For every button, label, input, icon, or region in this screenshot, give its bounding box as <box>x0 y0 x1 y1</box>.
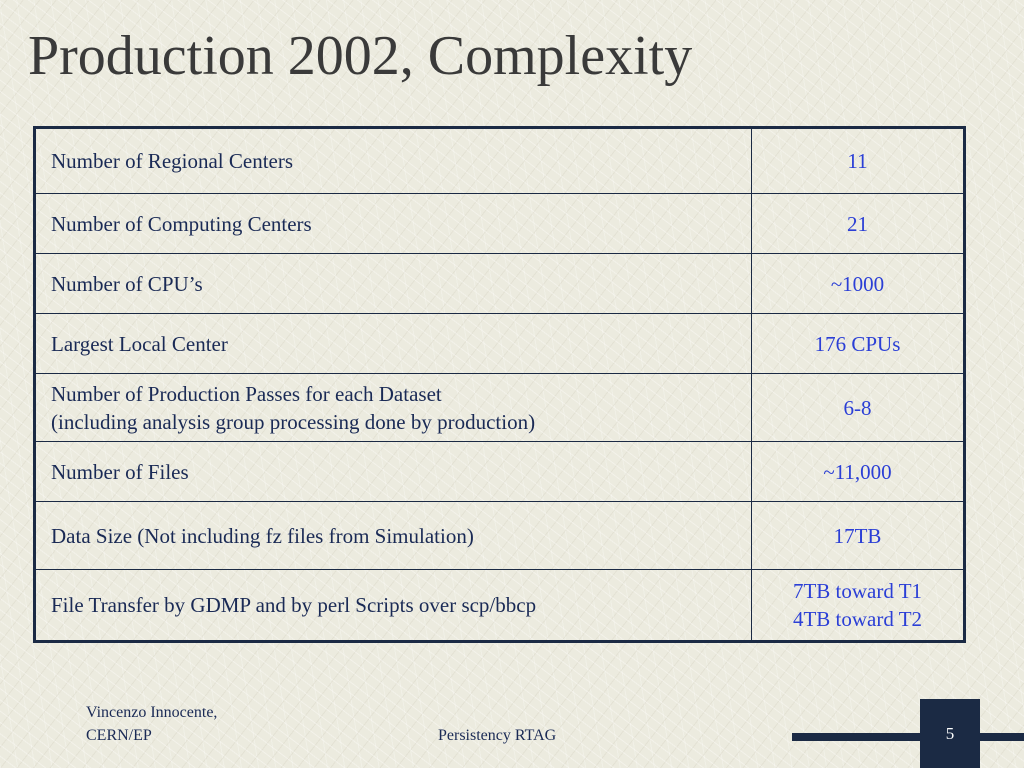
row-value-line: 17TB <box>833 523 882 548</box>
row-label-line: Number of Production Passes for each Dataset <box>51 381 442 406</box>
table-row <box>35 254 965 314</box>
row-value <box>752 502 965 570</box>
row-value <box>752 442 965 502</box>
row-value-line: ~11,000 <box>823 459 892 484</box>
row-label-line: File Transfer by GDMP and by perl Scripts over scp/bbcp <box>51 593 537 617</box>
row-value-line: 6-8 <box>843 395 872 420</box>
row-label <box>35 570 752 642</box>
row-label <box>35 442 752 502</box>
slide-title: Production 2002, Complexity <box>28 25 693 87</box>
row-label <box>35 128 752 194</box>
row-value <box>752 194 965 254</box>
row-value <box>752 570 965 642</box>
table-row <box>35 194 965 254</box>
footer-divider-bar <box>792 733 1024 741</box>
table-row <box>35 502 965 570</box>
row-label-line: Data Size (Not including fz files from Simulation) <box>51 523 474 548</box>
complexity-table <box>33 126 966 643</box>
page-number: 5 <box>920 699 980 768</box>
table-row <box>35 374 965 442</box>
row-value <box>752 254 965 314</box>
row-label-line: Largest Local Center <box>51 331 228 356</box>
table-row <box>35 570 965 642</box>
table-row <box>35 442 965 502</box>
row-value-line: ~1000 <box>830 271 885 296</box>
row-label <box>35 314 752 374</box>
row-label <box>35 502 752 570</box>
footer-author-affiliation: CERN/EP <box>86 727 152 744</box>
row-label <box>35 194 752 254</box>
row-value <box>752 128 965 194</box>
footer-author-name: Vincenzo Innocente, <box>86 704 218 721</box>
row-value-line: 176 CPUs <box>814 331 901 356</box>
row-value-line: 11 <box>847 149 868 173</box>
row-label <box>35 254 752 314</box>
row-label <box>35 374 752 442</box>
table-row <box>35 128 965 194</box>
row-label-line: Number of Computing Centers <box>51 211 312 236</box>
table-row <box>35 314 965 374</box>
row-value-line: 21 <box>847 211 868 236</box>
row-label-line: (including analysis group processing done by production) <box>51 409 536 434</box>
row-value <box>752 314 965 374</box>
row-value <box>752 374 965 442</box>
footer-presentation-title: Persistency RTAG <box>438 727 557 744</box>
row-value-line: 7TB toward T1 <box>792 579 923 603</box>
row-label-line: Number of Regional Centers <box>51 149 294 173</box>
row-label-line: Number of CPU’s <box>51 271 203 296</box>
row-label-line: Number of Files <box>51 459 189 484</box>
row-value-line: 4TB toward T2 <box>792 607 923 631</box>
footer-author <box>86 701 217 747</box>
